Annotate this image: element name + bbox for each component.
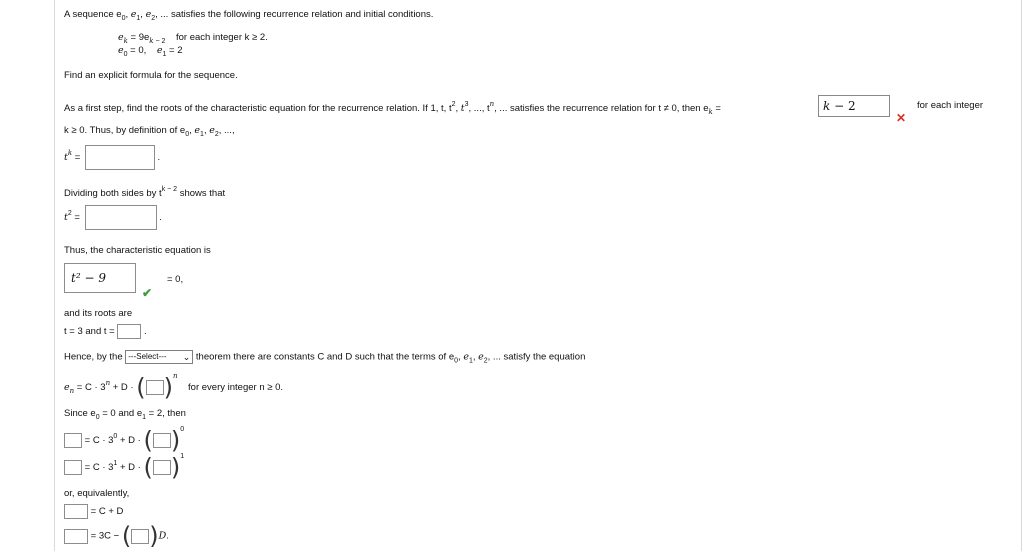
- eq-row-0: = $C \cdot 3^0 + D$ · ( )$^0$: [64, 426, 184, 452]
- incorrect-x-icon: ✕: [896, 111, 907, 125]
- char-eq-field[interactable]: t² − 9: [64, 263, 136, 293]
- base-input-0[interactable]: [153, 433, 171, 448]
- e1-value-input[interactable]: [64, 460, 82, 475]
- eq-row-1: = $C \cdot 3^1 + D$ · ( )$^1$: [64, 453, 184, 479]
- step1-tail: for each integer: [917, 100, 984, 111]
- ek-answer-field[interactable]: k − 2: [818, 95, 890, 117]
- e0-value-input[interactable]: [64, 433, 82, 448]
- root-input[interactable]: [117, 324, 141, 339]
- roots-text: and its roots are: [64, 308, 133, 319]
- dividing-text: Dividing both sides by $t^{k - 2}$ shows that: [64, 186, 226, 199]
- sys-row-1: = C + D: [64, 504, 123, 519]
- step1-text: As a first step, find the roots of the characteristic equation for the recurrence relation. If 1, t, $t^2$, $t^3$, ..., $t^n$, ... satisfies the recurrence relation for t ≠ 0, then $e_k$ =: [64, 100, 721, 116]
- sys-coef-input[interactable]: [131, 529, 149, 544]
- correct-check-icon: ✔: [142, 286, 153, 300]
- initial-conditions: $e_0 = 0$, $e_1 = 2$: [118, 45, 183, 58]
- sys-lhs-input-1[interactable]: [64, 504, 88, 519]
- task-text: Find an explicit formula for the sequence.: [64, 70, 238, 81]
- roots-row: t = 3 and t = .: [64, 324, 147, 339]
- step1-line2: k ≥ 0. Thus, by definition of $e_0$, $e_1$, $e_2$, ...,: [64, 125, 235, 138]
- sys-lhs-input-2[interactable]: [64, 529, 88, 544]
- char-eq-tail: = 0,: [167, 274, 184, 285]
- since-text: Since $e_0 = 0$ and $e_1 = 2$, then: [64, 408, 186, 421]
- content-frame: [54, 0, 1022, 551]
- theorem-select[interactable]: ---Select--- ⌄: [125, 350, 193, 364]
- t2-row: $t^2$ = .: [64, 205, 162, 230]
- equivalently-text: or, equivalently,: [64, 488, 130, 499]
- recurrence-relation: $e_k = 9e_{k - 2}$ for each integer k ≥ 2.: [118, 32, 268, 45]
- tk-row: $t^k$ = .: [64, 145, 160, 170]
- theorem-row: Hence, by the ---Select--- ⌄ theorem there are constants C and D such that the terms of $e_0$, $e_1$, $e_2$, ... satisfy the equation: [64, 351, 586, 365]
- base-input[interactable]: [146, 380, 164, 395]
- base-input-1[interactable]: [153, 460, 171, 475]
- problem-intro: A sequence $e_0$, $e_1$, $e_2$, ... satisfies the following recurrence relation and initial conditions.: [64, 9, 434, 22]
- char-eq-text: Thus, the characteristic equation is: [64, 245, 211, 256]
- general-solution-row: $e_n = C \cdot 3^n + D$ · ( )$^n$ for every integer n ≥ 0.: [64, 372, 284, 402]
- sys-row-2: = 3C − ( )D.: [64, 524, 169, 548]
- tk-input[interactable]: [85, 145, 155, 170]
- t2-input[interactable]: [85, 205, 157, 230]
